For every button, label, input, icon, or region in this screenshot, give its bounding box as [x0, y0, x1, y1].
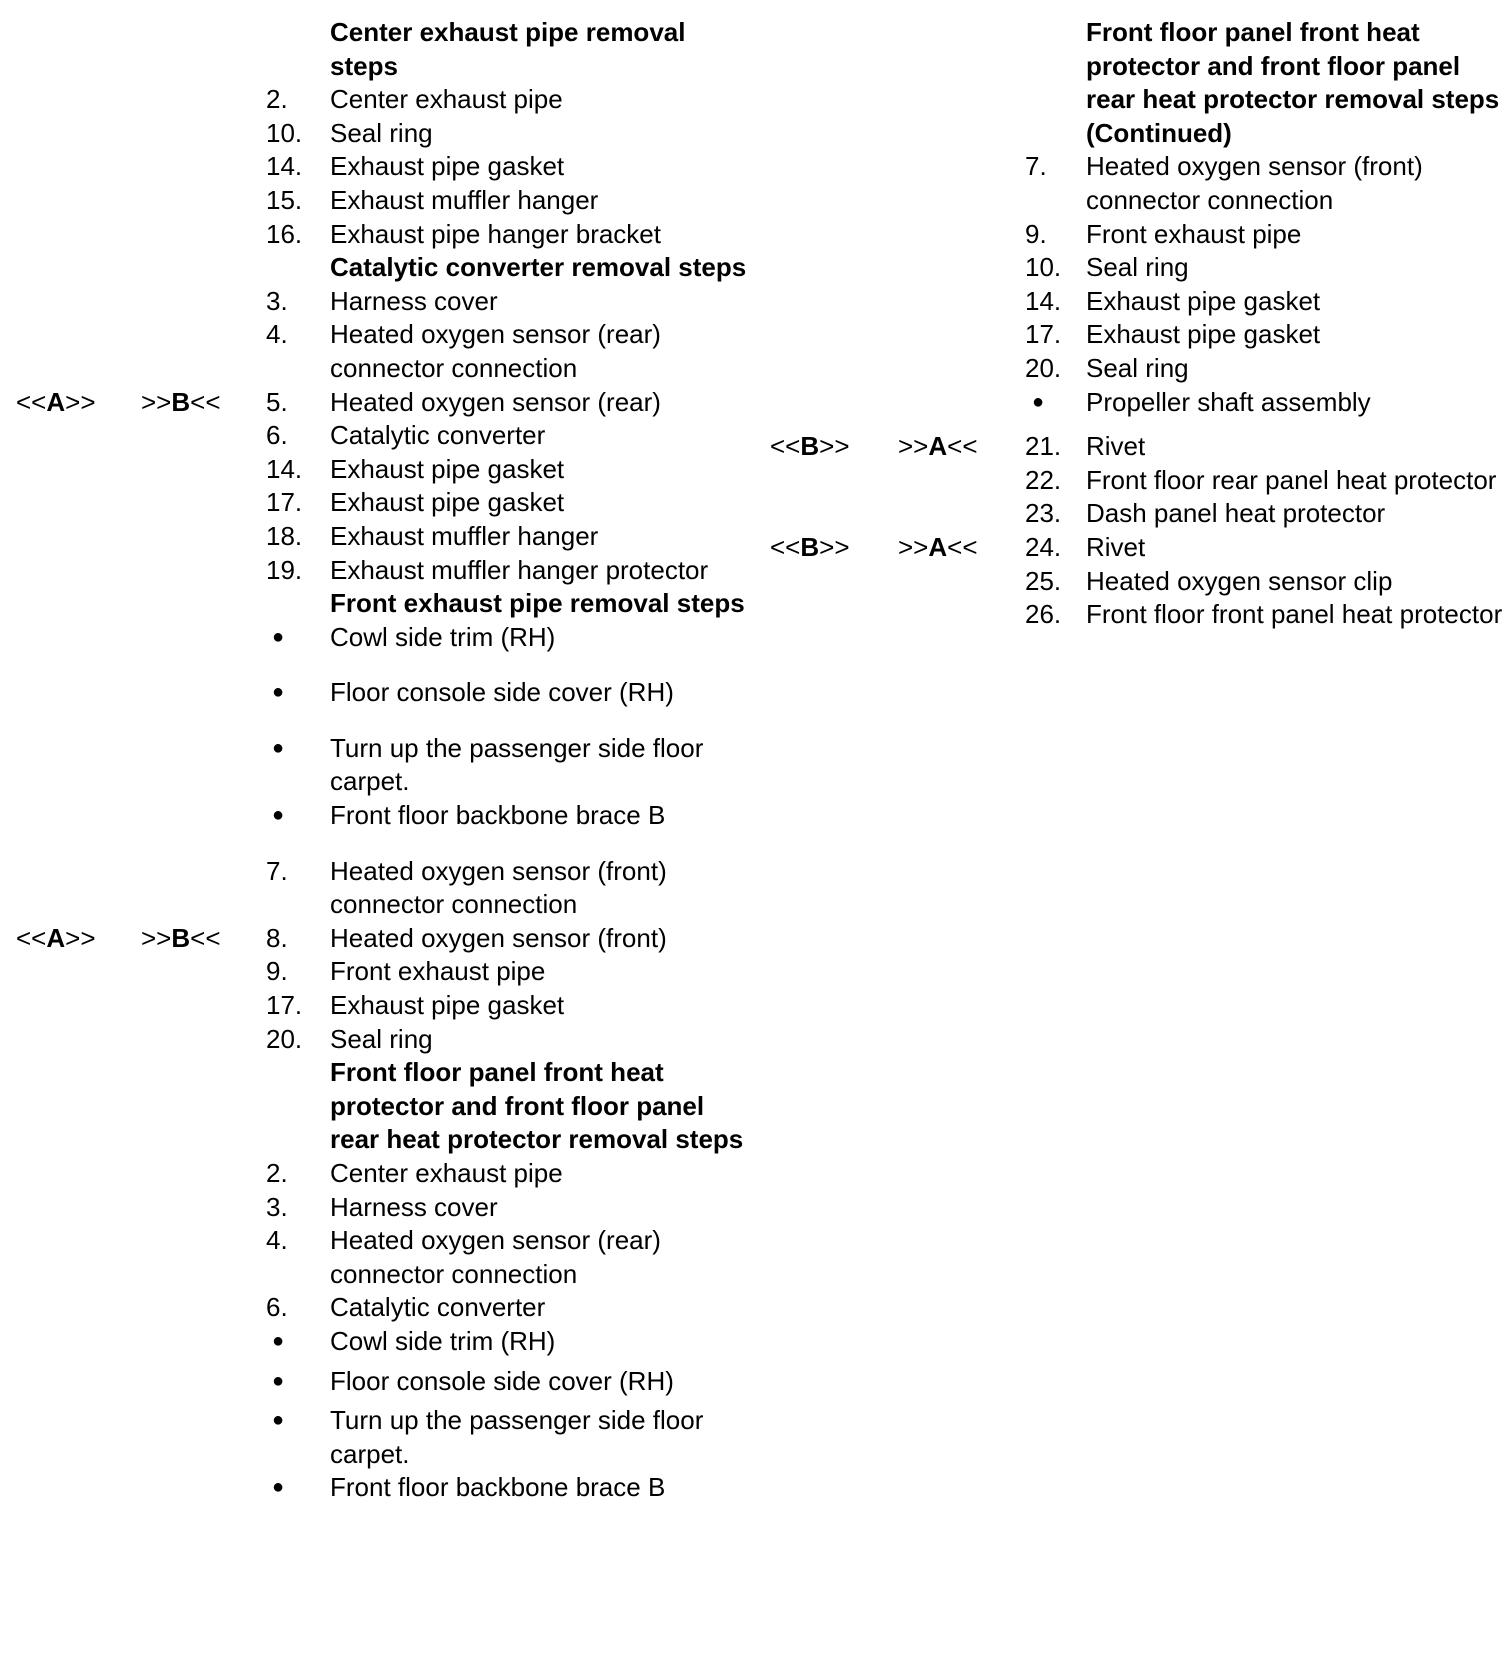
- step-text: Exhaust pipe gasket: [1086, 285, 1321, 316]
- step-text: Front floor front panel heat protector: [1086, 599, 1503, 630]
- step-text: Heated oxygen sensor (rear) connector connection: [330, 1225, 661, 1289]
- step-number: 17.: [266, 990, 303, 1021]
- step-number: 20.: [1025, 352, 1062, 383]
- step-item: [0, 1291, 760, 1325]
- step-text: Seal ring: [1086, 352, 1189, 383]
- step-number: 23.: [1025, 498, 1062, 529]
- step-number: 6.: [266, 420, 288, 451]
- step-text: Front floor rear panel heat protector: [1086, 464, 1497, 495]
- section-heading-text: Front floor panel front heat protector and front floor panel rear heat protector removal steps: [330, 1057, 744, 1155]
- step-text: Exhaust pipe gasket: [330, 990, 565, 1021]
- step-text: Exhaust muffler hanger protector: [330, 554, 709, 585]
- section-heading: [0, 587, 760, 621]
- step-item: [0, 855, 760, 922]
- step-item: [0, 520, 760, 554]
- step-item: [0, 83, 760, 117]
- bullet-step: [0, 676, 760, 710]
- step-item: [0, 922, 760, 956]
- step-item: [770, 565, 1504, 599]
- step-number: 10.: [1025, 252, 1062, 283]
- section-heading: [0, 1056, 760, 1157]
- step-text: Exhaust pipe hanger bracket: [330, 218, 661, 249]
- section-heading-text: Catalytic converter removal steps: [330, 252, 747, 283]
- bullet-step: [0, 1365, 760, 1399]
- step-item: [0, 386, 760, 420]
- step-text: Floor console side cover (RH): [330, 1365, 674, 1396]
- step-text: Harness cover: [330, 1191, 498, 1222]
- step-number: 4.: [266, 319, 288, 350]
- step-text: Heated oxygen sensor (rear) connector connection: [330, 319, 661, 383]
- step-number: 20.: [266, 1023, 303, 1054]
- step-number: 15.: [266, 184, 303, 215]
- section-heading-text: Center exhaust pipe removal steps: [330, 17, 686, 81]
- step-text: Exhaust pipe gasket: [330, 151, 565, 182]
- step-item: [770, 531, 1504, 565]
- step-text: Heated oxygen sensor clip: [1086, 565, 1393, 596]
- reference-mark-removal: <<A>>: [16, 386, 96, 417]
- bullet-step: [0, 1471, 760, 1505]
- step-number: 9.: [266, 956, 288, 987]
- step-item: [0, 989, 760, 1023]
- step-number: 14.: [266, 151, 303, 182]
- step-text: Cowl side trim (RH): [330, 1325, 556, 1356]
- step-text: Seal ring: [330, 117, 433, 148]
- step-item: [770, 318, 1504, 352]
- reference-mark-removal: <<A>>: [16, 922, 96, 953]
- step-number: 3.: [266, 285, 288, 316]
- step-item: [770, 430, 1504, 464]
- step-item: [0, 554, 760, 588]
- bullet-icon: ●: [272, 1329, 285, 1352]
- step-item: [0, 318, 760, 385]
- left-column: [0, 16, 760, 1505]
- bullet-icon: ●: [272, 681, 285, 704]
- step-item: [0, 1191, 760, 1225]
- step-number: 26.: [1025, 599, 1062, 630]
- reference-mark-removal: <<B>>: [770, 531, 850, 562]
- step-item: [0, 150, 760, 184]
- step-item: [0, 955, 760, 989]
- step-number: 2.: [266, 84, 288, 115]
- step-text: Heated oxygen sensor (front) connector connection: [1086, 151, 1423, 215]
- step-text: Harness cover: [330, 285, 498, 316]
- step-text: Exhaust pipe gasket: [330, 453, 565, 484]
- step-number: 24.: [1025, 531, 1062, 562]
- step-number: 25.: [1025, 565, 1062, 596]
- step-item: [0, 285, 760, 319]
- step-text: Seal ring: [330, 1023, 433, 1054]
- step-number: 6.: [266, 1292, 288, 1323]
- bullet-icon: ●: [272, 1476, 285, 1499]
- section-heading: [770, 16, 1504, 150]
- step-text: Front exhaust pipe: [330, 956, 546, 987]
- step-text: Center exhaust pipe: [330, 1158, 563, 1188]
- bullet-icon: ●: [272, 804, 285, 827]
- step-number: 7.: [1025, 151, 1047, 182]
- step-item: [0, 1224, 760, 1291]
- reference-mark-installation: >>B<<: [141, 922, 221, 953]
- step-number: 17.: [266, 487, 303, 518]
- bullet-icon: ●: [272, 625, 285, 648]
- bullet-icon: ●: [272, 736, 285, 759]
- step-text: Rivet: [1086, 531, 1146, 562]
- step-text: Front exhaust pipe: [1086, 218, 1302, 249]
- step-item: [770, 285, 1504, 319]
- step-number: 22.: [1025, 464, 1062, 495]
- step-text: Exhaust pipe gasket: [330, 487, 565, 518]
- step-text: Propeller shaft assembly: [1086, 386, 1371, 417]
- step-text: Heated oxygen sensor (front): [330, 922, 667, 953]
- step-text: Floor console side cover (RH): [330, 677, 674, 708]
- step-item: [770, 352, 1504, 386]
- section-heading: [0, 251, 760, 285]
- step-number: 8.: [266, 922, 288, 953]
- step-number: 7.: [266, 855, 288, 886]
- step-item: [770, 251, 1504, 285]
- step-item: [770, 150, 1504, 217]
- bullet-icon: ●: [272, 1369, 285, 1392]
- step-item: [0, 218, 760, 252]
- step-number: 21.: [1025, 431, 1062, 462]
- step-item: [0, 453, 760, 487]
- bullet-icon: ●: [1032, 390, 1045, 413]
- bullet-step: [0, 799, 760, 833]
- step-item: [770, 598, 1504, 632]
- step-number: 4.: [266, 1225, 288, 1256]
- bullet-step: [0, 1325, 760, 1359]
- step-text: Dash panel heat protector: [1086, 498, 1386, 529]
- right-column: [770, 16, 1504, 632]
- bullet-step: [0, 732, 760, 799]
- step-text: Exhaust pipe gasket: [1086, 319, 1321, 350]
- step-number: 17.: [1025, 319, 1062, 350]
- step-text: Heated oxygen sensor (rear): [330, 386, 661, 417]
- step-text: Cowl side trim (RH): [330, 621, 556, 652]
- section-heading-text: Front floor panel front heat protector and front floor panel rear heat protector removal steps (Continued): [1086, 17, 1500, 148]
- step-item: [0, 117, 760, 151]
- step-number: 16.: [266, 218, 303, 249]
- bullet-step: [0, 1404, 760, 1471]
- bullet-step: [0, 621, 760, 655]
- reference-mark-installation: >>A<<: [898, 531, 978, 562]
- bullet-icon: ●: [272, 1409, 285, 1432]
- step-item: [770, 218, 1504, 252]
- step-number: 14.: [1025, 285, 1062, 316]
- step-number: 14.: [266, 453, 303, 484]
- step-text: Turn up the passenger side floor carpet.: [330, 1405, 704, 1469]
- step-text: Exhaust muffler hanger: [330, 184, 599, 215]
- step-text: Front floor backbone brace B: [330, 1472, 666, 1503]
- step-number: 10.: [266, 117, 303, 148]
- step-text: Rivet: [1086, 431, 1146, 462]
- reference-mark-installation: >>B<<: [141, 386, 221, 417]
- reference-mark-installation: >>A<<: [898, 431, 978, 462]
- reference-mark-removal: <<B>>: [770, 431, 850, 462]
- step-number: 9.: [1025, 218, 1047, 249]
- step-item: [0, 1023, 760, 1057]
- step-number: 3.: [266, 1191, 288, 1222]
- step-number: 2.: [266, 1158, 288, 1188]
- step-text: Turn up the passenger side floor carpet.: [330, 732, 704, 797]
- bullet-step: [770, 386, 1504, 420]
- step-text: Seal ring: [1086, 252, 1189, 283]
- step-number: 19.: [266, 554, 303, 585]
- step-item: [0, 419, 760, 453]
- step-item: [0, 184, 760, 218]
- step-text: Exhaust muffler hanger: [330, 520, 599, 551]
- step-text: Catalytic converter: [330, 1292, 546, 1323]
- section-heading: [0, 16, 760, 83]
- step-number: 5.: [266, 386, 288, 417]
- step-text: Heated oxygen sensor (front) connector connection: [330, 855, 667, 920]
- step-text: Center exhaust pipe: [330, 84, 563, 115]
- section-heading-text: Front exhaust pipe removal steps: [330, 588, 745, 619]
- step-item: [0, 1157, 760, 1191]
- step-text: Catalytic converter: [330, 420, 546, 451]
- step-item: [0, 486, 760, 520]
- step-text: Front floor backbone brace B: [330, 800, 666, 831]
- step-item: [770, 497, 1504, 531]
- step-number: 18.: [266, 520, 303, 551]
- step-item: [770, 464, 1504, 498]
